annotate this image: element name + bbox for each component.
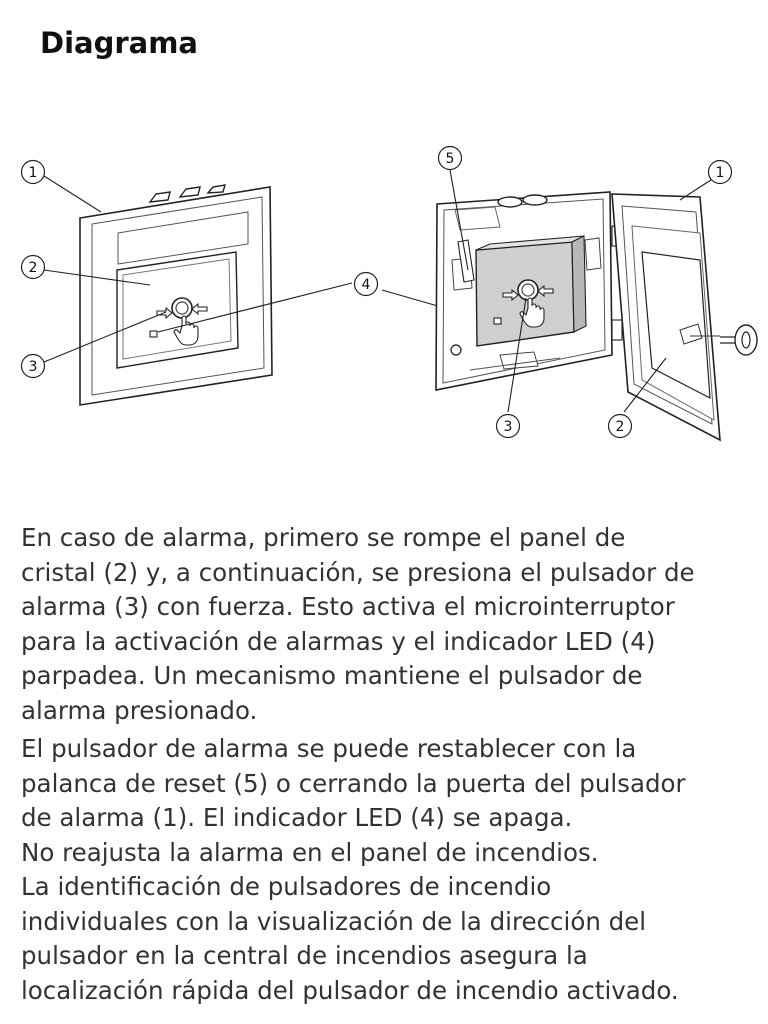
closed-call-point: [80, 185, 272, 405]
text-line: En caso de alarma, primero se rompe el panel de: [21, 523, 626, 552]
text-line: alarma (3) con fuerza. Esto activa el microinterruptor: [21, 592, 675, 621]
svg-text:3: 3: [28, 359, 38, 375]
callout-left-2: [22, 256, 45, 279]
callout-left-1: [22, 161, 45, 184]
text-line: parpadea. Un mecanismo mantiene el pulsador de: [21, 661, 643, 690]
text-line: de alarma (1). El indicador LED (4) se apaga.: [21, 803, 573, 832]
svg-text:3: 3: [503, 419, 513, 435]
text-line: La identificación de pulsadores de incendio: [21, 872, 552, 901]
svg-text:5: 5: [445, 151, 455, 167]
text-line: localización rápida del pulsador de incendio activado.: [21, 975, 679, 1005]
text-line: El pulsador de alarma se puede restablecer con la: [21, 734, 637, 763]
svg-text:2: 2: [615, 419, 625, 435]
led-indicator: [150, 331, 157, 337]
callout-right-3: [497, 415, 520, 438]
svg-text:1: 1: [715, 165, 725, 181]
svg-text:1: 1: [28, 165, 38, 181]
callout-shared-4: [355, 273, 378, 296]
text-line: cristal (2) y, a continuación, se presiona el pulsador de: [21, 557, 695, 587]
open-call-point: [436, 192, 757, 440]
text-line: para la activación de alarmas y el indicador LED (4): [21, 626, 656, 656]
key-icon: [720, 325, 757, 355]
text-line: No reajusta la alarma en el panel de incendios.: [21, 837, 599, 867]
paragraph-alarm-activation: [21, 521, 761, 728]
description-text: [21, 521, 761, 1008]
module-led-indicator: [494, 318, 501, 324]
text-line: alarma presionado.: [21, 695, 258, 725]
page-title: Diagrama: [40, 26, 198, 60]
svg-text:2: 2: [28, 260, 38, 276]
callout-right-2: [609, 415, 632, 438]
text-line: palanca de reset (5) o cerrando la puerta del pulsador: [21, 768, 686, 798]
svg-text:4: 4: [361, 277, 371, 293]
callout-left-3: [22, 355, 45, 378]
call-point-diagram: [0, 140, 768, 450]
text-line: individuales con la visualización de la dirección del: [21, 906, 647, 936]
callout-right-1: [709, 161, 732, 184]
paragraph-alarm-reset: [21, 732, 761, 1008]
text-line: pulsador en la central de incendios asegura la: [21, 941, 588, 970]
callout-right-5: [439, 147, 462, 170]
